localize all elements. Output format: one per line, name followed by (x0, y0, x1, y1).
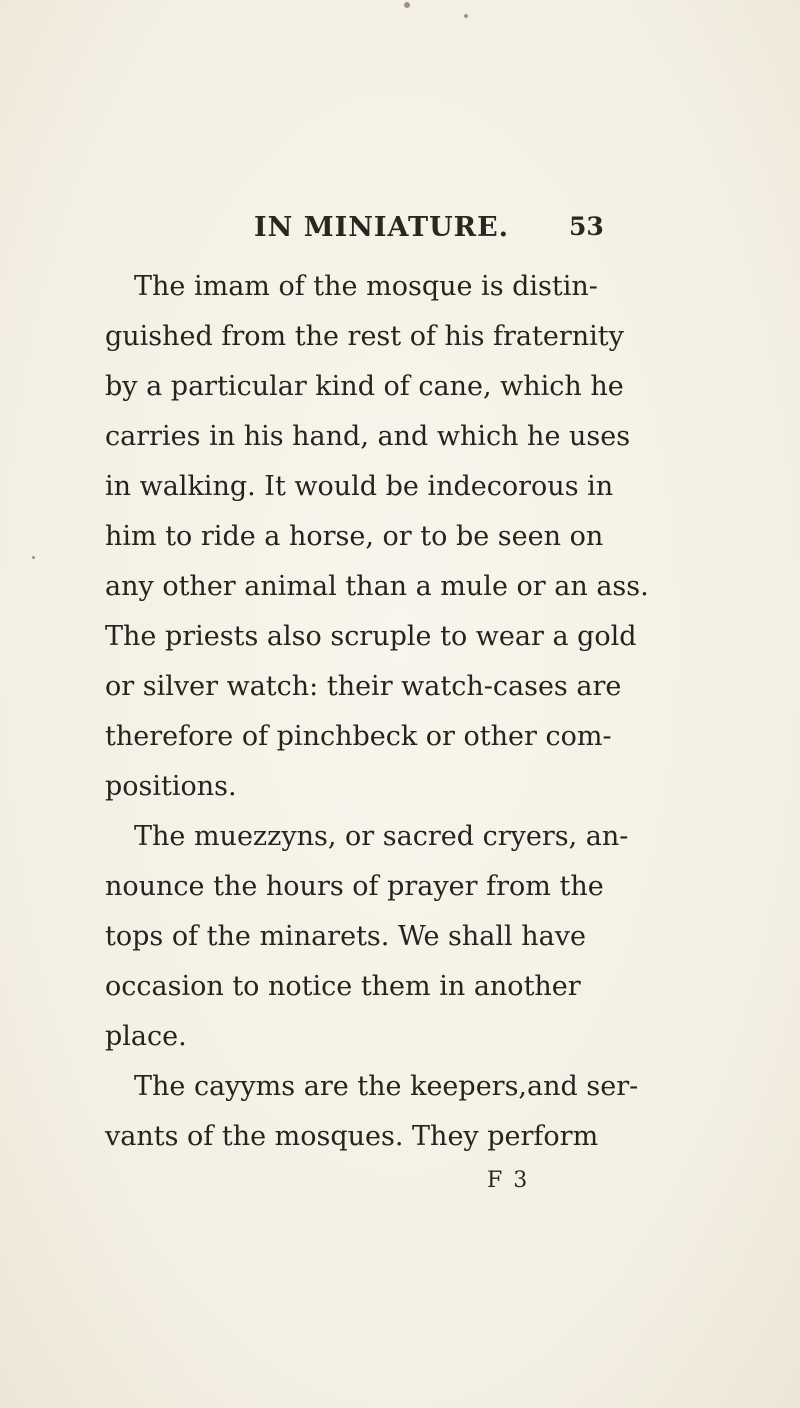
paper-speck (464, 14, 468, 18)
paper-speck (32, 556, 35, 559)
running-title: IN MINIATURE. (254, 212, 510, 243)
text-line: nounce the hours of prayer from the (105, 871, 604, 902)
text-line: carries in his hand, and which he uses (105, 421, 631, 452)
text-line: occasion to notice them in another (105, 971, 581, 1002)
page-number: 53 (569, 212, 604, 241)
text-line: The priests also scruple to wear a gold (105, 621, 637, 652)
text-line: The cayyms are the keepers,and ser- (134, 1071, 639, 1102)
page-header (0, 212, 800, 252)
text-line: tops of the minarets. We shall have (105, 921, 586, 952)
text-line: by a particular kind of cane, which he (105, 371, 624, 402)
text-line: place. (105, 1021, 187, 1052)
text-line: positions. (105, 771, 237, 802)
paper-speck (404, 2, 410, 8)
text-line: therefore of pinchbeck or other com- (105, 721, 612, 752)
text-line: or silver watch: their watch-cases are (105, 671, 622, 702)
text-line: The imam of the mosque is distin- (134, 271, 598, 302)
signature-mark: F 3 (487, 1168, 530, 1193)
text-line: guished from the rest of his fraternity (105, 321, 624, 352)
text-line: him to ride a horse, or to be seen on (105, 521, 604, 552)
text-line: vants of the mosques. They perform (105, 1121, 599, 1152)
text-line: any other animal than a mule or an ass. (105, 571, 649, 602)
text-line: in walking. It would be indecorous in (105, 471, 614, 502)
text-line: The muezzyns, or sacred cryers, an- (134, 821, 629, 852)
